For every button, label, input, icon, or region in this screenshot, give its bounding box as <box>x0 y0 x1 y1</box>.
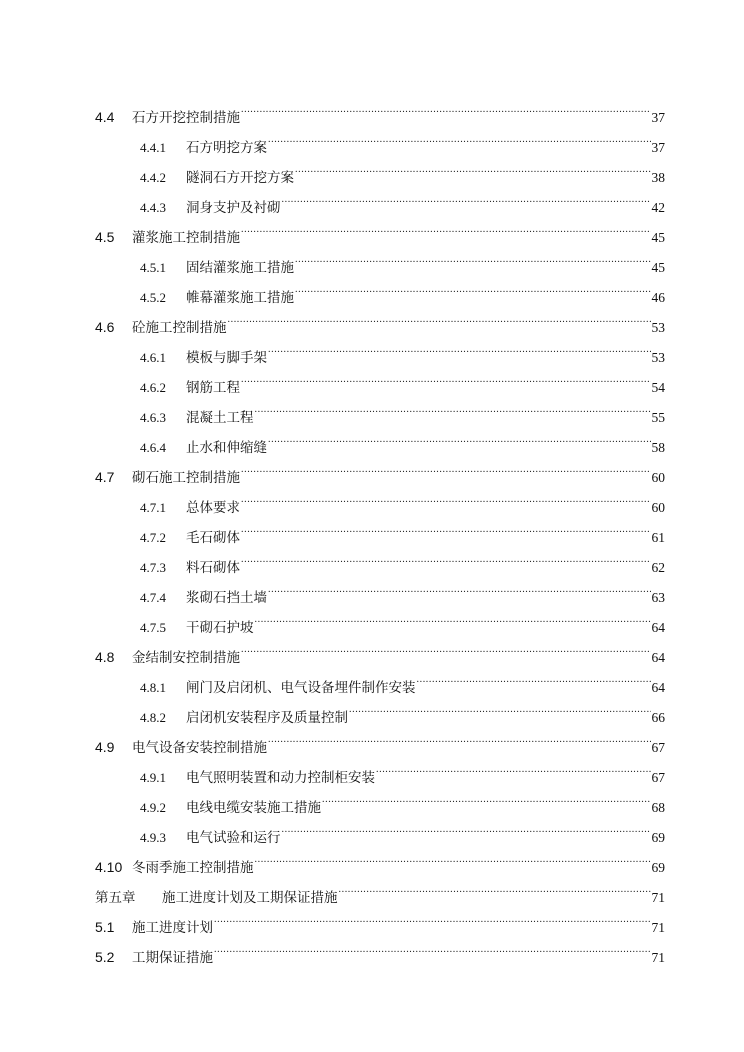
toc-entry-number: 4.10 <box>95 859 123 875</box>
toc-entry-number: 4.7.2 <box>140 530 166 545</box>
toc-entry-number: 4.9.1 <box>140 770 166 785</box>
dot-leader <box>241 92 651 122</box>
toc-entry-title: 启闭机安装程序及质量控制 <box>186 710 348 726</box>
toc-entry-number: 4.9.2 <box>140 800 166 815</box>
toc-entry-title: 冬雨季施工控制措施 <box>132 860 254 876</box>
toc-entry-page: 60 <box>651 470 665 485</box>
toc-entry-title: 洞身支护及衬砌 <box>186 200 281 216</box>
toc-entry-number: 4.4.1 <box>140 140 166 155</box>
toc-entry-title: 施工进度计划 <box>132 920 213 936</box>
toc-entry-page: 45 <box>651 230 665 245</box>
toc-entry-page: 53 <box>651 350 665 365</box>
dot-leader <box>255 392 651 422</box>
toc-entry-number: 4.8.2 <box>140 710 166 725</box>
dot-leader <box>214 902 651 932</box>
toc-entry-title: 干砌石护坡 <box>186 620 254 636</box>
dot-leader <box>376 752 651 782</box>
toc-entry-number: 4.5 <box>95 229 115 245</box>
dot-leader <box>214 932 651 962</box>
toc-entry-number: 4.6.1 <box>140 350 166 365</box>
toc-entry-number: 5.1 <box>95 919 115 935</box>
toc-entry-title: 止水和伸缩缝 <box>186 440 267 456</box>
toc-entry-title: 金结制安控制措施 <box>132 650 240 666</box>
toc-entry-page: 68 <box>651 800 665 815</box>
toc-entry-page: 71 <box>651 890 665 905</box>
toc-entry-page: 64 <box>651 620 665 635</box>
toc-entry-title: 总体要求 <box>186 500 240 516</box>
toc-entry-page: 55 <box>651 410 665 425</box>
toc-entry-page: 64 <box>651 650 665 665</box>
dot-leader <box>282 812 651 842</box>
dot-leader <box>241 512 651 542</box>
toc-entry-number: 4.7.4 <box>140 590 166 605</box>
dot-leader <box>241 212 651 242</box>
toc-entry-number: 4.4.3 <box>140 200 166 215</box>
dot-leader <box>241 362 651 392</box>
toc-entry-page: 61 <box>651 530 665 545</box>
toc-entry-title: 浆砌石挡土墙 <box>186 590 267 606</box>
toc-entry-title: 电气试验和运行 <box>186 830 281 846</box>
toc-entry-number: 4.6.3 <box>140 410 166 425</box>
toc-entry[interactable] <box>95 92 665 126</box>
toc-entry-title: 工期保证措施 <box>132 950 213 966</box>
toc-entry-number: 4.6 <box>95 319 115 335</box>
toc-entry-title: 闸门及启闭机、电气设备埋件制作安装 <box>186 680 416 696</box>
dot-leader <box>241 482 651 512</box>
toc-entry-page: 63 <box>651 590 665 605</box>
toc-entry-page: 71 <box>651 950 665 965</box>
toc-entry-page: 54 <box>651 380 665 395</box>
toc-entry-title: 混凝土工程 <box>186 410 254 426</box>
toc-entry-title: 灌浆施工控制措施 <box>132 230 240 246</box>
toc-entry-number: 4.6.4 <box>140 440 166 455</box>
toc-entry-page: 67 <box>651 740 665 755</box>
dot-leader <box>295 272 651 302</box>
toc-entry-title: 砼施工控制措施 <box>132 320 227 336</box>
toc-entry-number: 4.8.1 <box>140 680 166 695</box>
dot-leader <box>228 302 651 332</box>
toc-entry-title: 电气照明装置和动力控制柜安装 <box>186 770 375 786</box>
toc-entry-number: 4.6.2 <box>140 380 166 395</box>
toc-entry-title: 电线电缆安装施工措施 <box>186 800 321 816</box>
dot-leader <box>241 632 651 662</box>
toc-entry-page: 60 <box>651 500 665 515</box>
toc-entry-page: 64 <box>651 680 665 695</box>
dot-leader <box>339 872 651 902</box>
toc-entry-number: 4.7.1 <box>140 500 166 515</box>
dot-leader <box>268 572 651 602</box>
toc-entry-title: 施工进度计划及工期保证措施 <box>162 890 338 906</box>
toc-entry-page: 62 <box>651 560 665 575</box>
toc-entry-title: 帷幕灌浆施工措施 <box>186 290 294 306</box>
dot-leader <box>241 542 651 572</box>
toc-entry-title: 毛石砌体 <box>186 530 240 546</box>
dot-leader <box>268 332 651 362</box>
toc-entry-page: 53 <box>651 320 665 335</box>
toc-entry-title: 砌石施工控制措施 <box>132 470 240 486</box>
toc-entry-number: 4.4.2 <box>140 170 166 185</box>
toc-entry-page: 37 <box>651 140 665 155</box>
toc-entry-page: 37 <box>651 110 665 125</box>
toc-entry-page: 69 <box>651 860 665 875</box>
toc-entry-page: 67 <box>651 770 665 785</box>
toc-entry-title: 固结灌浆施工措施 <box>186 260 294 276</box>
toc-entry-number: 第五章 <box>95 890 136 906</box>
toc-entry-title: 石方明挖方案 <box>186 140 267 156</box>
dot-leader <box>417 662 651 692</box>
table-of-contents <box>95 92 665 966</box>
toc-entry-number: 4.7.5 <box>140 620 166 635</box>
toc-entry-number: 4.9 <box>95 739 115 755</box>
toc-entry-title: 隧洞石方开挖方案 <box>186 170 294 186</box>
toc-entry-number: 5.2 <box>95 949 115 965</box>
toc-entry-title: 模板与脚手架 <box>186 350 267 366</box>
dot-leader <box>268 722 651 752</box>
toc-entry-page: 66 <box>651 710 665 725</box>
dot-leader <box>268 122 651 152</box>
dot-leader <box>295 152 651 182</box>
toc-entry-number: 4.4 <box>95 109 115 125</box>
dot-leader <box>255 602 651 632</box>
toc-entry-number: 4.5.2 <box>140 290 166 305</box>
toc-entry-number: 4.5.1 <box>140 260 166 275</box>
dot-leader <box>241 452 651 482</box>
toc-entry-page: 69 <box>651 830 665 845</box>
toc-entry-page: 45 <box>651 260 665 275</box>
toc-entry-page: 38 <box>651 170 665 185</box>
dot-leader <box>322 782 651 812</box>
dot-leader <box>255 842 651 872</box>
toc-entry-title: 电气设备安装控制措施 <box>132 740 267 756</box>
toc-entry-page: 46 <box>651 290 665 305</box>
toc-entry-page: 42 <box>651 200 665 215</box>
toc-entry-number: 4.7 <box>95 469 115 485</box>
toc-entry-title: 钢筋工程 <box>186 380 240 396</box>
dot-leader <box>282 182 651 212</box>
toc-entry-number: 4.9.3 <box>140 830 166 845</box>
toc-entry-page: 71 <box>651 920 665 935</box>
dot-leader <box>349 692 651 722</box>
dot-leader <box>295 242 651 272</box>
toc-entry-number: 4.8 <box>95 649 115 665</box>
toc-entry-title: 石方开挖控制措施 <box>132 110 240 126</box>
toc-entry-title: 料石砌体 <box>186 560 240 576</box>
toc-entry-page: 58 <box>651 440 665 455</box>
dot-leader <box>268 422 651 452</box>
toc-entry-number: 4.7.3 <box>140 560 166 575</box>
